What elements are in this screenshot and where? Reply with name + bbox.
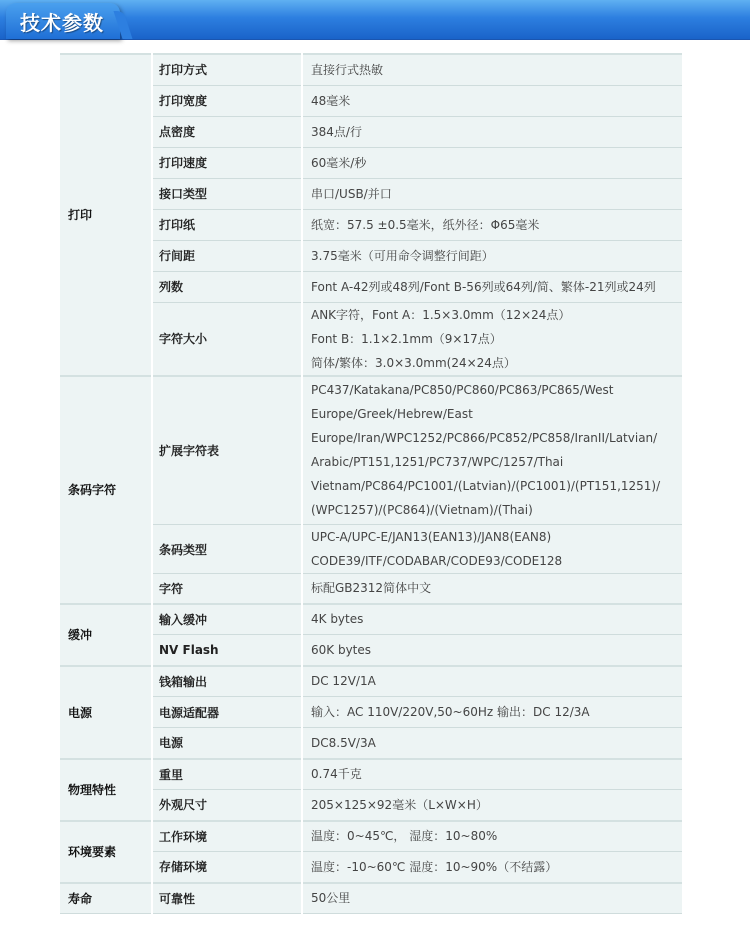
spec-value-line: CODE39/ITF/CODABAR/CODE93/CODE128 (311, 554, 563, 568)
spec-category: 打印 (60, 54, 152, 376)
spec-value-line: UPC-A/UPC-E/JAN13(EAN13)/JAN8(EAN8) (311, 530, 552, 544)
spec-value-line: 205×125×92毫米（L×W×H） (311, 797, 488, 812)
spec-key: 接口类型 (152, 178, 302, 209)
spec-value (302, 116, 682, 147)
spec-key: 行间距 (152, 240, 302, 271)
spec-row (60, 240, 682, 271)
spec-value (302, 821, 682, 852)
spec-value-line: 温度：0~45℃， 湿度：10~80% (311, 829, 498, 844)
spec-value (302, 728, 682, 759)
spec-value (302, 790, 682, 821)
spec-key: NV Flash (152, 635, 302, 666)
spec-value (302, 666, 682, 697)
spec-key: 打印方式 (152, 54, 302, 85)
spec-row (60, 852, 682, 883)
section-header-banner (0, 0, 750, 40)
spec-key: 打印速度 (152, 147, 302, 178)
spec-value-line: Europe/Greek/Hebrew/East (311, 407, 473, 422)
spec-row (60, 604, 682, 635)
spec-key: 可靠性 (152, 883, 302, 914)
spec-row (60, 790, 682, 821)
spec-value (302, 54, 682, 85)
spec-row (60, 759, 682, 790)
spec-category: 电源 (60, 666, 152, 759)
spec-value (302, 574, 682, 604)
spec-value (302, 147, 682, 178)
spec-key: 存储环境 (152, 852, 302, 883)
spec-value-line: 4K bytes (311, 612, 364, 627)
spec-value-line: Europe/Iran/WPC1252/PC866/PC852/PC858/IranII/Latvian/ (311, 431, 658, 446)
spec-table-body (60, 54, 682, 914)
spec-row (60, 178, 682, 209)
spec-value (302, 178, 682, 209)
spec-row (60, 271, 682, 302)
spec-category: 环境要素 (60, 821, 152, 883)
spec-row (60, 574, 682, 604)
spec-value-line: Arabic/PT151,1251/PC737/WPC/1257/Thai (311, 455, 564, 470)
spec-value (302, 697, 682, 728)
spec-value-line: 标配GB2312简体中文 (311, 581, 432, 596)
spec-key: 条码类型 (152, 525, 302, 574)
spec-key: 列数 (152, 271, 302, 302)
spec-category: 寿命 (60, 883, 152, 914)
spec-value-line: 0.74千克 (311, 767, 362, 782)
spec-row (60, 666, 682, 697)
spec-row (60, 635, 682, 666)
spec-key: 打印纸 (152, 209, 302, 240)
spec-value-line: 温度：-10~60℃ 湿度：10~90%（不结露） (311, 859, 558, 874)
spec-value-line: 串口/USB/并口 (311, 186, 392, 201)
spec-row (60, 85, 682, 116)
spec-value-line: 直接行式热敏 (311, 62, 384, 77)
spec-key: 字符大小 (152, 302, 302, 376)
spec-row (60, 54, 682, 85)
spec-key: 扩展字符表 (152, 376, 302, 525)
spec-value (302, 376, 682, 525)
spec-category: 条码字符 (60, 376, 152, 604)
spec-row (60, 376, 682, 525)
spec-value-line: PC437/Katakana/PC850/PC860/PC863/PC865/West (311, 383, 614, 398)
spec-row (60, 209, 682, 240)
spec-value (302, 759, 682, 790)
spec-value (302, 85, 682, 116)
spec-row (60, 697, 682, 728)
spec-row (60, 147, 682, 178)
spec-value (302, 604, 682, 635)
spec-key: 点密度 (152, 116, 302, 147)
spec-value-line: ANK字符，Font A：1.5×3.0mm（12×24点） (311, 307, 571, 322)
spec-table (60, 53, 682, 914)
spec-category: 物理特性 (60, 759, 152, 821)
spec-value-line: 纸宽：57.5 ±0.5毫米，纸外径：Φ65毫米 (311, 217, 540, 232)
spec-value-line: Font B：1.1×2.1mm（9×17点） (311, 331, 502, 346)
spec-row (60, 116, 682, 147)
spec-row (60, 525, 682, 574)
spec-value-line: 输入：AC 110V/220V,50~60Hz 输出：DC 12/3A (311, 705, 590, 719)
spec-value (302, 525, 682, 574)
spec-value (302, 883, 682, 914)
spec-value-line: 3.75毫米（可用命令调整行间距） (311, 248, 494, 263)
spec-value-line: 简体/繁体：3.0×3.0mm(24×24点） (311, 355, 516, 370)
spec-value-line: 60K bytes (311, 642, 372, 657)
spec-value-line: 48毫米 (311, 93, 351, 108)
spec-value (302, 635, 682, 666)
spec-key: 字符 (152, 574, 302, 604)
spec-value (302, 852, 682, 883)
spec-value-line: Vietnam/PC864/PC1001/(Latvian)/(PC1001)/(PT151,1251)/ (311, 479, 661, 494)
spec-value-line: 60毫米/秒 (311, 155, 367, 170)
spec-key: 打印宽度 (152, 85, 302, 116)
spec-value (302, 302, 682, 376)
spec-value (302, 240, 682, 271)
spec-key: 工作环境 (152, 821, 302, 852)
spec-category: 缓冲 (60, 604, 152, 666)
spec-value-line: 50公里 (311, 891, 351, 906)
spec-value (302, 271, 682, 302)
spec-key: 电源适配器 (152, 697, 302, 728)
spec-value-line: 384点/行 (311, 124, 362, 139)
spec-key: 重里 (152, 759, 302, 790)
spec-key: 电源 (152, 728, 302, 759)
spec-row (60, 728, 682, 759)
spec-row (60, 302, 682, 376)
page-title: 技术参数 (20, 11, 104, 35)
spec-value-line: (WPC1257)/(PC864)/(Vietnam)/(Thai) (311, 503, 533, 518)
spec-value-line: DC 12V/1A (311, 674, 376, 689)
spec-value-line: DC8.5V/3A (311, 735, 376, 750)
spec-key: 输入缓冲 (152, 604, 302, 635)
spec-row (60, 821, 682, 852)
spec-row (60, 883, 682, 914)
spec-key: 外观尺寸 (152, 790, 302, 821)
spec-value (302, 209, 682, 240)
spec-value-line: Font A-42列或48列/Font B-56列或64列/简、繁体-21列或24列 (311, 279, 656, 294)
spec-key: 钱箱输出 (152, 666, 302, 697)
